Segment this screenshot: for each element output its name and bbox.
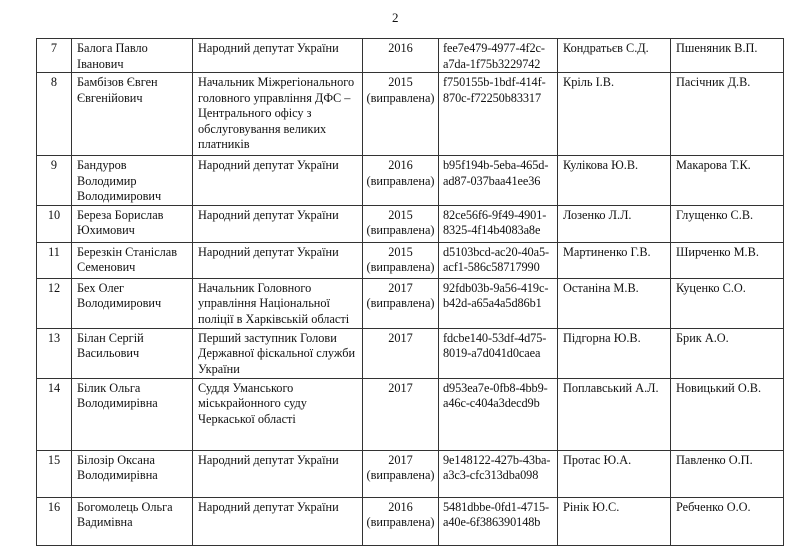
declaration-id-cell [439,497,558,545]
position-cell [193,39,363,73]
reviewer-name-cell [671,205,784,242]
declaration-year: 2015 [388,75,413,89]
person-name-cell [72,39,193,73]
declaration-id: fee7e479-4977-4f2c-a7da-1f75b3229742 [443,41,545,71]
reviewer-name: Павленко О.П. [676,452,753,467]
declaration-id: fdcbe140-53df-4d75-8019-a7d041d0caea [443,330,547,360]
declaration-id: b95f194b-5eba-465d-ad87-037baa41ee36 [443,158,549,188]
row-number: 12 [47,280,61,295]
row-number: 14 [47,380,61,395]
position-cell [193,450,363,497]
declaration-year-cell [363,328,439,378]
declaration-year-cell [363,497,439,545]
reviewer-name: Глущенко С.В. [676,207,754,222]
table-row [37,497,784,545]
table-row [37,378,784,450]
declaration-id-cell [439,156,558,206]
position: Народний депутат України [198,452,339,467]
row-number-cell [37,73,72,156]
table-row [37,450,784,497]
reviewer-name: Ребченко О.О. [676,499,751,514]
position: Суддя Уманського міськрайонного суду Черкаської області [198,380,307,426]
person-name: Балога Павло Іванович [77,41,148,71]
reviewer-name: Ширченко М.В. [676,244,759,259]
position-cell [193,328,363,378]
reviewer-name: Брик А.О. [676,330,729,345]
reviewer-name: Куценко С.О. [676,280,746,295]
row-number-cell [37,378,72,450]
reviewer-name-cell [671,378,784,450]
reviewer-name: Пшеняник В.П. [676,41,758,55]
corrected-note: (виправлена) [366,515,435,529]
inspector-name: Поплавський А.Л. [563,380,659,395]
person-name-cell [72,497,193,545]
declaration-year-cell [363,278,439,328]
person-name-cell [72,450,193,497]
declaration-year: 2016 [388,499,413,514]
corrected-note: (виправлена) [366,90,435,105]
person-name: Береза Борислав Юхимович [77,207,164,237]
corrected-note: (виправлена) [366,173,435,188]
inspector-name: Підгорна Ю.В. [563,330,641,345]
declaration-id-cell [439,450,558,497]
row-number: 10 [47,207,61,222]
page-number: 2 [392,10,399,25]
position: Перший заступник Голови Державної фіскальної служби України [198,330,356,376]
person-name: Бандуров Володимир Володимирович [77,158,162,203]
declaration-year-cell [363,378,439,450]
inspector-name: Кондратьєв С.Д. [563,41,649,55]
position: Народний депутат України [198,158,339,172]
inspector-name: Кріль І.В. [563,75,615,89]
row-number-cell [37,497,72,545]
row-number: 15 [47,452,61,467]
row-number: 13 [47,330,61,345]
person-name: Богомолець Ольга Вадимівна [77,499,173,529]
inspector-name: Кулікова Ю.В. [563,158,639,172]
row-number: 16 [47,499,61,514]
position-cell [193,73,363,156]
reviewer-name-cell [671,156,784,206]
declaration-id-cell [439,328,558,378]
declaration-year-cell [363,156,439,206]
position: Начальник Головного управління Національної поліції в Харківській області [198,280,350,326]
table-row [37,242,784,278]
person-name: Білан Сергій Васильович [77,330,144,360]
position: Народний депутат України [198,207,339,222]
position-cell [193,242,363,278]
inspector-name: Мартиненко Г.В. [563,244,651,259]
declaration-id-cell [439,39,558,73]
row-number-cell [37,450,72,497]
declarations-table [36,38,784,546]
person-name-cell [72,278,193,328]
declaration-year: 2015 [388,207,413,222]
declaration-year-cell [363,242,439,278]
position: Народний депутат України [198,499,339,514]
inspector-name-cell [558,39,671,73]
inspector-name: Рінік Ю.С. [563,499,620,514]
corrected-note: (виправлена) [366,260,435,274]
person-name: Білозір Оксана Володимирівна [77,452,158,482]
table-row [37,39,784,73]
reviewer-name-cell [671,242,784,278]
table-row [37,278,784,328]
row-number: 11 [48,244,60,259]
table-row [37,73,784,156]
declaration-year-cell [363,39,439,73]
inspector-name: Лозенко Л.Л. [563,207,632,222]
inspector-name-cell [558,73,671,156]
position: Народний депутат України [198,41,339,55]
declaration-id-cell [439,205,558,242]
corrected-note: (виправлена) [366,468,435,482]
person-name-cell [72,73,193,156]
person-name-cell [72,378,193,450]
position-cell [193,278,363,328]
inspector-name-cell [558,156,671,206]
declaration-id: 9e148122-427b-43ba-a3c3-cfc313dba098 [443,452,551,482]
inspector-name-cell [558,378,671,450]
person-name: Білик Ольга Володимирівна [77,380,158,410]
declaration-year: 2016 [388,41,413,55]
reviewer-name-cell [671,497,784,545]
row-number: 7 [50,41,58,55]
reviewer-name-cell [671,450,784,497]
reviewer-name-cell [671,39,784,73]
row-number-cell [37,278,72,328]
declaration-id: f750155b-1bdf-414f-870c-f72250b83317 [443,75,546,105]
inspector-name-cell [558,497,671,545]
reviewer-name-cell [671,278,784,328]
declaration-id-cell [439,242,558,278]
corrected-note: (виправлена) [366,223,435,237]
reviewer-name-cell [671,73,784,156]
inspector-name-cell [558,450,671,497]
inspector-name: Останіна М.В. [563,280,639,295]
row-number-cell [37,328,72,378]
declaration-year: 2017 [388,452,413,467]
inspector-name: Протас Ю.А. [563,452,632,467]
position-cell [193,205,363,242]
declaration-id: 5481dbbe-0fd1-4715-a40e-6f386390148b [443,499,550,529]
declaration-year: 2016 [388,158,413,172]
reviewer-name: Макарова Т.К. [676,158,751,172]
corrected-note: (виправлена) [366,296,435,310]
declaration-year: 2017 [388,330,413,345]
table-row [37,156,784,206]
row-number-cell [37,156,72,206]
position: Начальник Міжрегіонального головного управління ДФС – Центрального офісу з обслуговування великих платників [198,75,355,151]
person-name: Березкін Станіслав Семенович [77,244,178,274]
position-cell [193,497,363,545]
declaration-id-cell [439,73,558,156]
person-name-cell [72,205,193,242]
table-row [37,205,784,242]
reviewer-name-cell [671,328,784,378]
person-name-cell [72,242,193,278]
row-number-cell [37,39,72,73]
position-cell [193,378,363,450]
declaration-year: 2017 [388,280,413,295]
position: Народний депутат України [198,244,339,259]
declaration-year-cell [363,73,439,156]
declaration-id-cell [439,378,558,450]
person-name: Бех Олег Володимирович [77,280,162,310]
table-row [37,328,784,378]
declaration-id: d953ea7e-0fb8-4bb9-a46c-c404a3decd9b [443,380,548,410]
person-name-cell [72,156,193,206]
row-number-cell [37,242,72,278]
declaration-id: 92fdb03b-9a56-419c-b42d-a65a4a5d86b1 [443,280,549,310]
position-cell [193,156,363,206]
inspector-name-cell [558,242,671,278]
row-number-cell [37,205,72,242]
declaration-id-cell [439,278,558,328]
declaration-year-cell [363,205,439,242]
declaration-year: 2015 [388,244,413,259]
reviewer-name: Новицький О.В. [676,380,762,395]
person-name-cell [72,328,193,378]
declaration-id: d5103bcd-ac20-40a5-acf1-586c58717990 [443,244,549,274]
person-name: Бамбізов Євген Євгенійович [77,75,158,105]
declaration-year-cell [363,450,439,497]
declaration-id: 82ce56f6-9f49-4901-8325-4f14b4083a8e [443,207,547,237]
inspector-name-cell [558,205,671,242]
row-number: 9 [50,158,58,172]
inspector-name-cell [558,328,671,378]
row-number: 8 [50,75,58,89]
reviewer-name: Пасічник Д.В. [676,75,751,89]
inspector-name-cell [558,278,671,328]
declaration-year: 2017 [388,380,413,395]
